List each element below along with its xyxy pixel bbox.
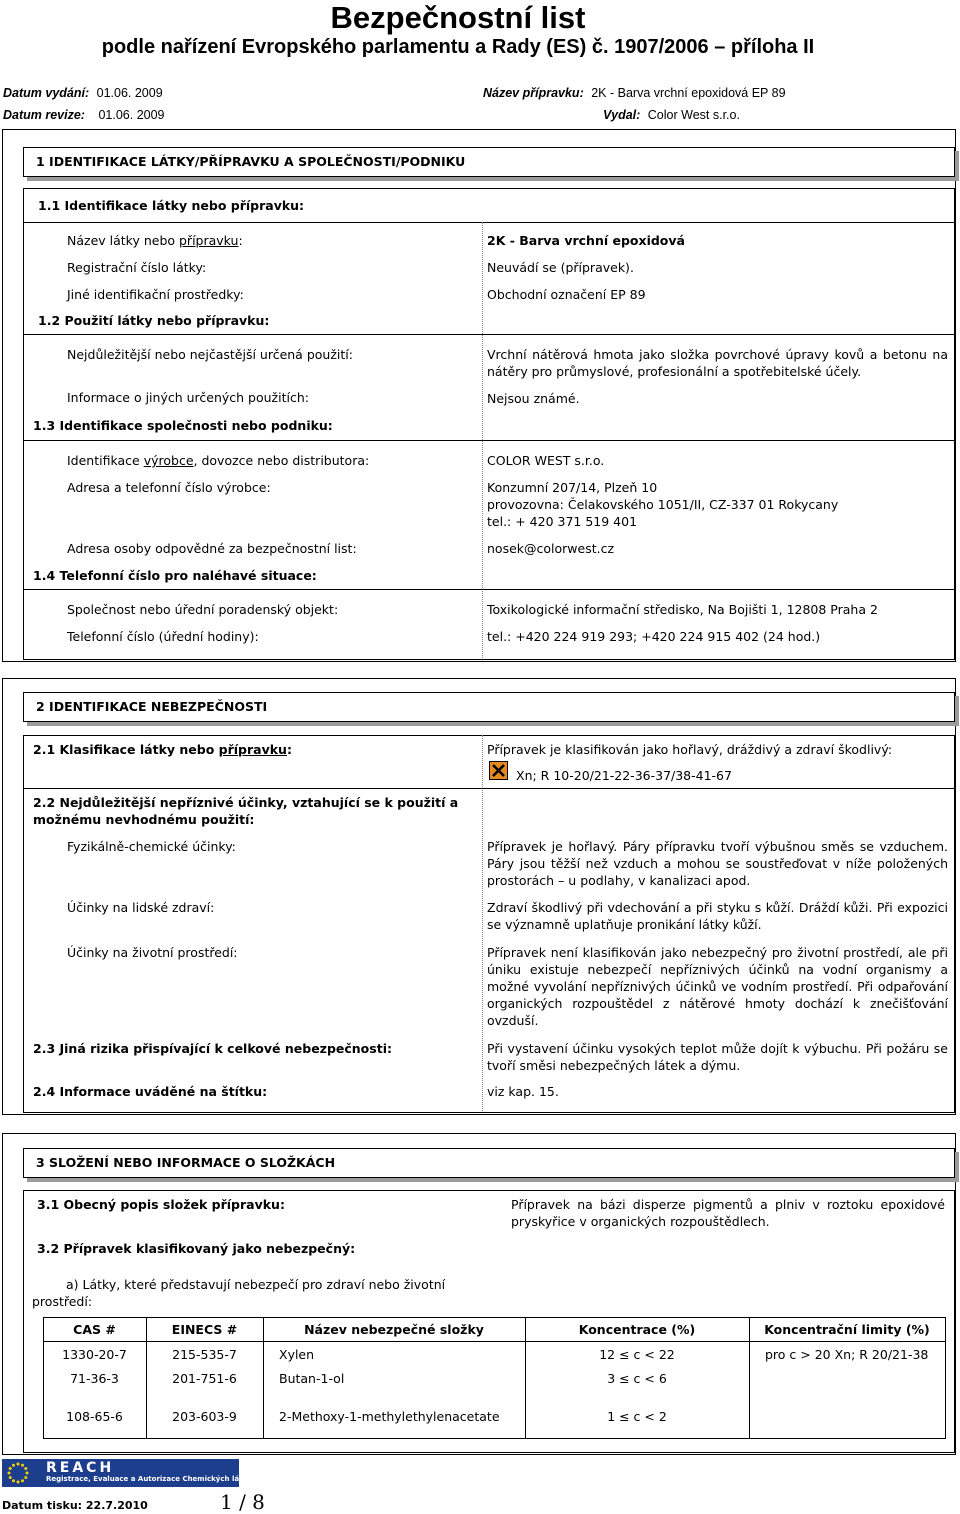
col-header-cas: CAS # xyxy=(73,1322,116,1337)
registration-label: Registrační číslo látky: xyxy=(67,260,207,275)
subsection-1-4-title: 1.4 Telefonní číslo pro naléhavé situace: xyxy=(33,568,317,583)
cell-cas: 71-36-3 xyxy=(70,1371,119,1386)
other-identifiers-label: Jiné identifikační prostředky: xyxy=(67,287,244,302)
environment-effects-value: Přípravek není klasifikován jako nebezpečný pro životní prostředí, ale při úniku existuje nebezpečí nepříznivých účinků na vodní organismy a možné vyvolání nepříznivých účinků ve vodním prostředí. Při odpařování organických rozpouštědel z nátěrové hmoty dochází k znečišťování ovzduší. xyxy=(487,945,948,1028)
health-effects-label: Účinky na lidské zdraví: xyxy=(67,900,215,915)
cell-einecs: 215-535-7 xyxy=(172,1347,237,1362)
cell-concentration: 1 ≤ c < 2 xyxy=(607,1409,667,1424)
classification-value: Přípravek je klasifikován jako hořlavý, dráždivý a zdraví škodlivý: xyxy=(487,742,893,757)
print-date: Datum tisku: 22.7.2010 xyxy=(2,1499,148,1512)
subsection-1-2-title: 1.2 Použití látky nebo přípravku: xyxy=(38,313,270,328)
address-line-1: Konzumní 207/14, Plzeň 10 xyxy=(487,480,658,495)
substance-name-label: Název látky nebo přípravku: xyxy=(67,233,243,248)
col-header-limits: Koncentrační limity (%) xyxy=(764,1322,930,1337)
subsection-2-2-title: 2.2 Nejdůležitější nepříznivé účinky, vztahující se k použití a možnému nevhodnému použití: xyxy=(33,795,459,827)
manufacturer-label: Identifikace výrobce, dovozce nebo distributora: xyxy=(67,453,370,468)
address-line-2: provozovna: Čelakovského 1051/II, CZ-337 01 Rokycany xyxy=(487,497,839,512)
issue-date-value: 01.06. 2009 xyxy=(96,86,163,100)
publisher-row xyxy=(603,108,740,122)
label-info-value: viz kap. 15. xyxy=(487,1084,559,1099)
main-use-label: Nejdůležitější nebo nejčastější určená použití: xyxy=(67,347,353,362)
harmful-xn-icon xyxy=(489,761,508,780)
eu-stars-icon xyxy=(6,1461,30,1485)
publisher-label: Vydal: xyxy=(603,108,641,122)
substance-name-value: 2K - Barva vrchní epoxidová xyxy=(487,233,685,248)
product-name-value: 2K - Barva vrchní epoxidová EP 89 xyxy=(591,86,786,100)
environment-effects-label: Účinky na životní prostředí: xyxy=(67,945,238,960)
col-header-einecs: EINECS # xyxy=(171,1322,238,1337)
subsection-1-1-title: 1.1 Identifikace látky nebo přípravku: xyxy=(38,198,305,213)
cell-substance: 2-Methoxy-1-methylethylenacetate xyxy=(279,1409,500,1424)
address-label: Adresa a telefonní číslo výrobce: xyxy=(67,480,271,495)
cell-concentration: 12 ≤ c < 22 xyxy=(599,1347,675,1362)
cell-concentration: 3 ≤ c < 6 xyxy=(607,1371,667,1386)
health-effects-value: Zdraví škodlivý při vdechování a při styku s kůží. Dráždí kůži. Při expozici se významně uplatňuje pronikání látky kůží. xyxy=(487,900,948,932)
cell-substance: Butan-1-ol xyxy=(279,1371,345,1386)
revision-date-row xyxy=(3,108,165,122)
col-header-substance: Název nebezpečné složky xyxy=(304,1322,484,1337)
substances-intro: a) Látky, které představují nebezpečí pro zdraví nebo životní prostředí: xyxy=(32,1277,446,1309)
subsection-3-2-title: 3.2 Přípravek klasifikovaný jako nebezpečný: xyxy=(37,1241,356,1256)
section-2-heading: 2 IDENTIFIKACE NEBEZPEČNOSTI xyxy=(36,699,268,714)
other-hazards-value: Při vystavení účinku vysokých teplot může dojít k výbuchu. Při požáru se tvoří směsi nebezpečných látek a dýmu. xyxy=(487,1041,948,1073)
emergency-phone-value: tel.: +420 224 919 293; +420 224 915 402 (24 hod.) xyxy=(487,629,821,644)
product-name-label: Název přípravku: xyxy=(483,86,584,100)
registration-value: Neuvádí se (přípravek). xyxy=(487,260,634,275)
reach-subtitle: Registrace, Evaluace a Autorizace Chemických látek xyxy=(46,1475,252,1483)
cell-einecs: 201-751-6 xyxy=(172,1371,237,1386)
emergency-phone-label: Telefonní číslo (úřední hodiny): xyxy=(67,629,259,644)
subsection-2-4-title: 2.4 Informace uváděné na štítku: xyxy=(33,1084,268,1099)
subsection-2-1-title: 2.1 Klasifikace látky nebo přípravku: xyxy=(33,742,292,757)
responsible-person-label: Adresa osoby odpovědné za bezpečnostní list: xyxy=(67,541,357,556)
product-name-row xyxy=(483,86,786,100)
manufacturer-value: COLOR WEST s.r.o. xyxy=(487,453,605,468)
general-description-value: Přípravek na bázi disperze pigmentů a plniv v roztoku epoxidové pryskyřice v organických rozpouštědlech. xyxy=(511,1197,945,1229)
col-header-concentration: Koncentrace (%) xyxy=(578,1322,696,1337)
responsible-person-email: nosek@colorwest.cz xyxy=(487,541,615,556)
advisory-body-value: Toxikologické informační středisko, Na Bojišti 1, 12808 Praha 2 xyxy=(487,602,878,617)
subsection-2-3-title: 2.3 Jiná rizika přispívající k celkové nebezpečnosti: xyxy=(33,1041,392,1056)
issue-date-label: Datum vydání: xyxy=(3,86,90,100)
cell-substance: Xylen xyxy=(279,1347,315,1362)
risk-phrases: Xn; R 10-20/21-22-36-37/38-41-67 xyxy=(516,768,732,783)
publisher-value: Color West s.r.o. xyxy=(647,108,740,122)
physchem-effects-label: Fyzikálně-chemické účinky: xyxy=(67,839,236,854)
advisory-body-label: Společnost nebo úřední poradenský objekt: xyxy=(67,602,339,617)
other-identifiers-value: Obchodní označení EP 89 xyxy=(487,287,646,302)
issue-date-row xyxy=(3,86,163,100)
reach-title: REACH xyxy=(46,1460,115,1476)
section-3-heading: 3 SLOŽENÍ NEBO INFORMACE O SLOŽKÁCH xyxy=(36,1155,336,1170)
section-1-heading: 1 IDENTIFIKACE LÁTKY/PŘÍPRAVKU A SPOLEČNOSTI/PODNIKU xyxy=(36,154,466,169)
other-uses-label: Informace o jiných určených použitích: xyxy=(67,390,309,405)
page-number: 1 / 8 xyxy=(220,1490,265,1514)
document-subtitle: podle nařízení Evropského parlamentu a Rady (ES) č. 1907/2006 – příloha II xyxy=(101,36,815,58)
cell-cas: 1330-20-7 xyxy=(62,1347,127,1362)
document-title: Bezpečnostní list xyxy=(330,0,586,35)
revision-date-value: 01.06. 2009 xyxy=(98,108,165,122)
address-line-3: tel.: + 420 371 519 401 xyxy=(487,514,638,529)
cell-limits: pro c > 20 Xn; R 20/21-38 xyxy=(765,1347,929,1362)
subsection-3-1-title: 3.1 Obecný popis složek přípravku: xyxy=(37,1197,285,1212)
main-use-value: Vrchní nátěrová hmota jako složka povrchové úpravy kovů a betonu na nátěry pro průmyslové, profesionální a spotřebitelské účely. xyxy=(487,347,948,379)
other-uses-value: Nejsou známé. xyxy=(487,391,580,406)
revision-date-label: Datum revize: xyxy=(3,108,85,122)
subsection-1-3-title: 1.3 Identifikace společnosti nebo podniku: xyxy=(33,418,333,433)
cell-einecs: 203-603-9 xyxy=(172,1409,237,1424)
cell-cas: 108-65-6 xyxy=(66,1409,123,1424)
physchem-effects-value: Přípravek je hořlavý. Páry přípravku tvoří výbušnou směs se vzduchem. Páry jsou těžší než vzduch a mohou se soustřeďovat v níže položených prostorách – u podlahy, v kanalizaci apod. xyxy=(487,839,948,888)
reach-logo xyxy=(2,1459,252,1487)
